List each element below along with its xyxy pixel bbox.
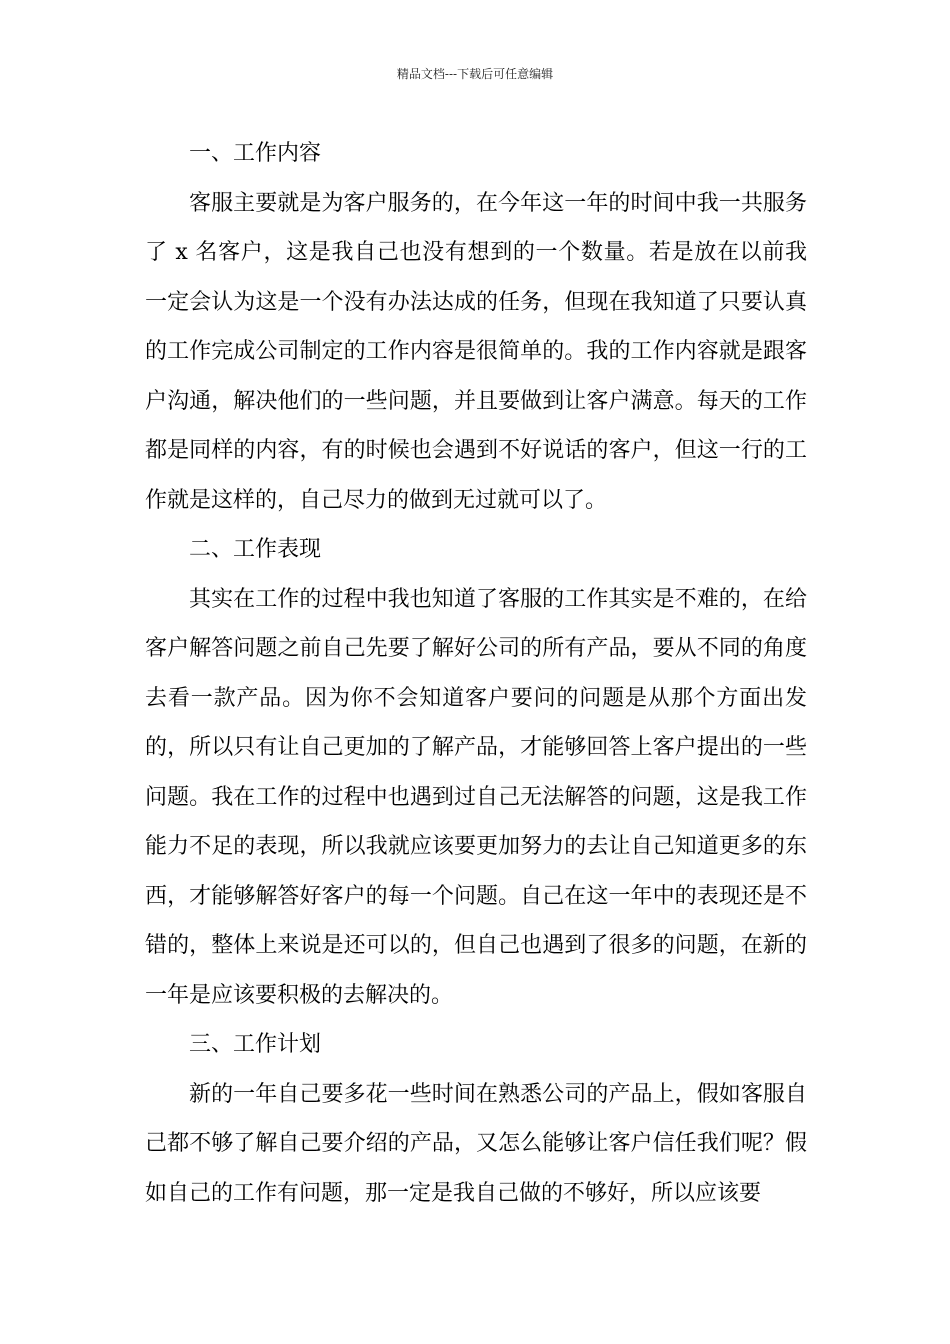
- section-heading-content: 一、工作内容: [189, 141, 322, 166]
- section-heading-performance: 二、工作表现: [189, 537, 322, 562]
- document-body: [145, 129, 807, 1218]
- section-paragraph-performance: 其实在工作的过程中我也知道了客服的工作其实是不难的，在给客户解答问题之前自己先要了解好公司的所有产品，要从不同的角度去看一款产品。因为你不会知道客户要问的问题是从那个方面出发的，所以只有让自己更加的了解产品，才能够回答上客户提出的一些问题。我在工作的过程中也遇到过自己无法解答的问题，这是我工作能力不足的表现，所以我就应该要更加努力的去让自己知道更多的东西，才能够解答好客户的每一个问题。自己在这一年中的表现还是不错的，整体上来说是还可以的，但自己也遇到了很多的问题，在新的一年是应该要积极的去解决的。: [145, 586, 807, 1008]
- section-paragraph-content: 客服主要就是为客户服务的，在今年这一年的时间中我一共服务了 x 名客户，这是我自己也没有想到的一个数量。若是放在以前我一定会认为这是一个没有办法达成的任务，但现在我知道了只要认真的工作完成公司制定的工作内容是很简单的。我的工作内容就是跟客户沟通，解决他们的一些问题，并且要做到让客户满意。每天的工作都是同样的内容，有的时候也会遇到不好说话的客户，但这一行的工作就是这样的，自己尽力的做到无过就可以了。: [145, 190, 807, 513]
- page-header: 精品文档---下载后可任意编辑: [396, 67, 554, 81]
- section-paragraph-plan: 新的一年自己要多花一些时间在熟悉公司的产品上，假如客服自己都不够了解自己要介绍的产品，又怎么能够让客户信任我们呢？假如自己的工作有问题，那一定是我自己做的不够好，所以应该要: [145, 1081, 807, 1206]
- section-heading-plan: 三、工作计划: [189, 1032, 322, 1057]
